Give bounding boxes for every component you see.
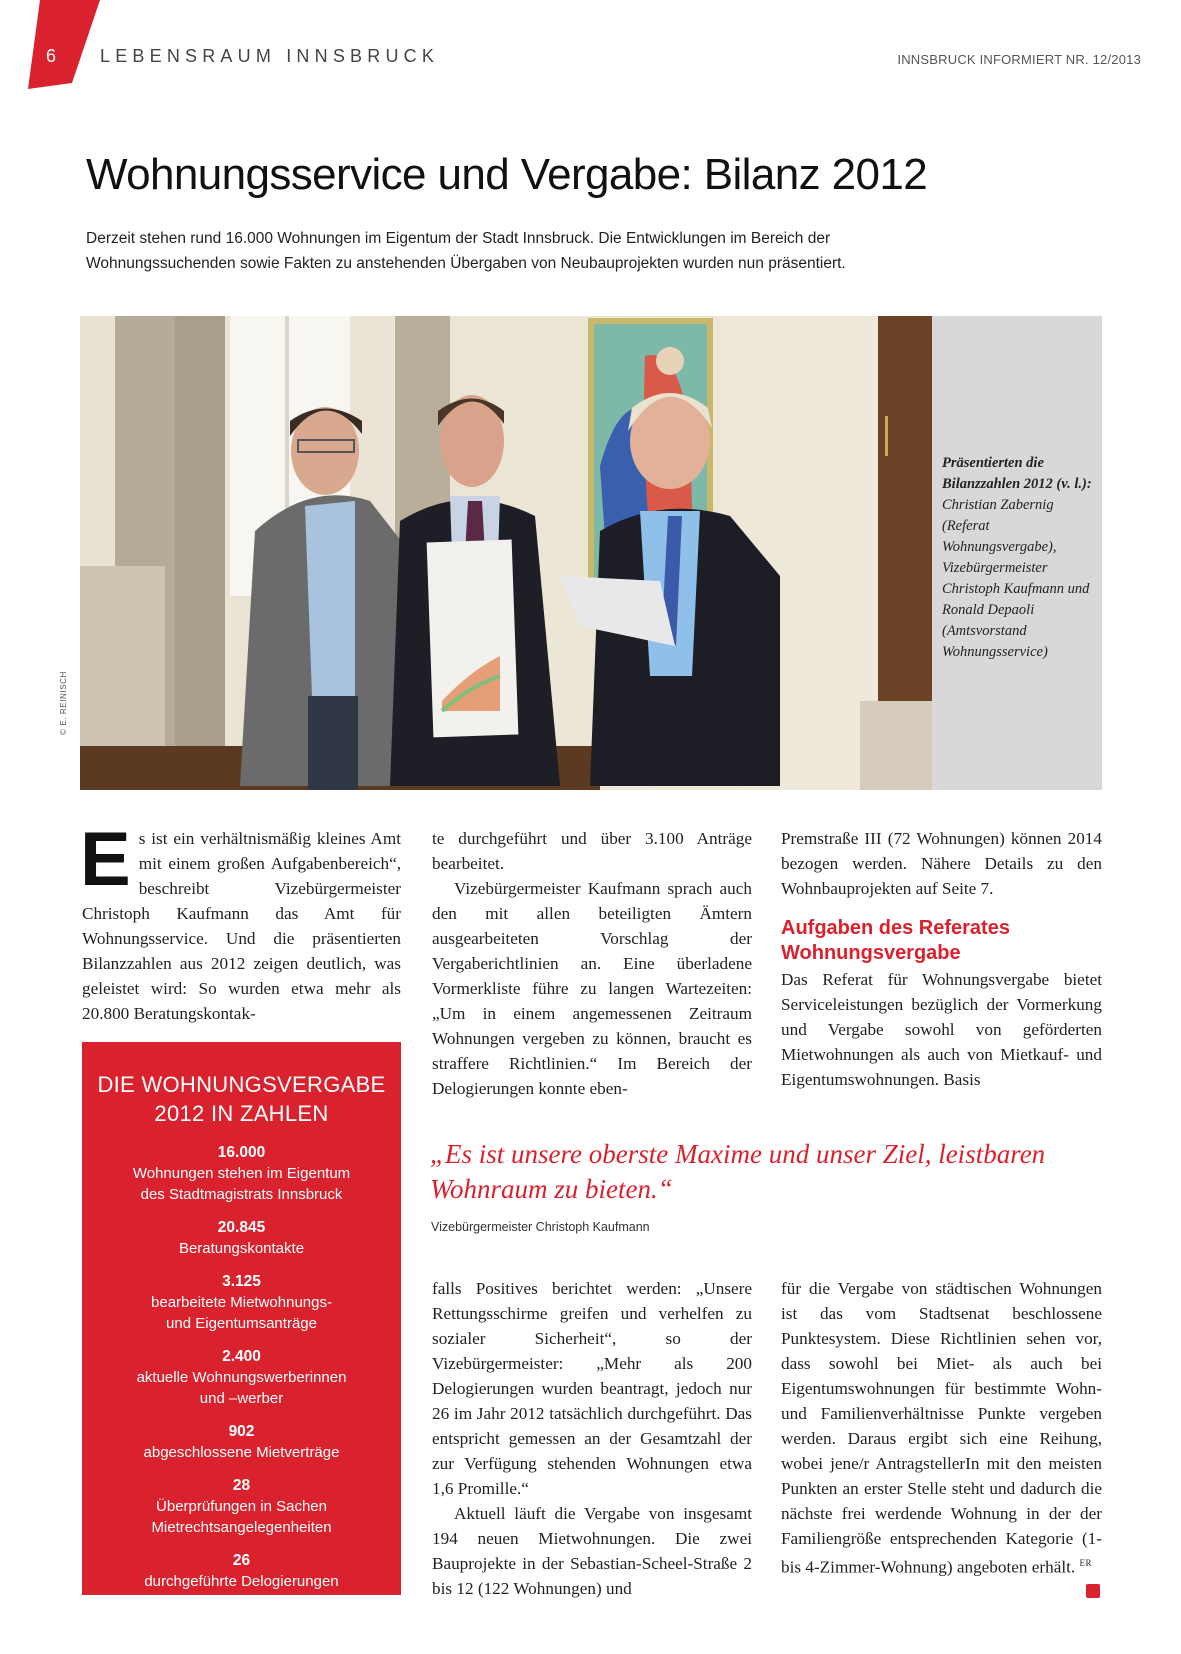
stat-label: und Eigentumsanträge: [166, 1315, 317, 1332]
stat-item: [82, 1142, 401, 1205]
body-paragraph: s ist ein verhältnismäßig kleines Amt mit einem großen Aufgabenbereich“, beschreibt Vizebürgermeister Christoph Kaufmann das Amt für Wohnungsservice. Und die präsentierten Bilanzzahlen aus 2012 zeigen deutlich, was geleistet wird: So wurden etwa mehr als 20.800 Beratungskontak-: [82, 829, 401, 1023]
stat-value: 26: [232, 1552, 251, 1569]
body-paragraph: [781, 1276, 1102, 1580]
stats-title: [82, 1070, 401, 1128]
body-column-3-continued: [781, 1276, 1102, 1580]
photo-caption-box: [932, 316, 1102, 790]
photo-credit: © E. REINISCH: [59, 671, 68, 735]
stats-title-line: 2012 IN ZAHLEN: [154, 1101, 329, 1126]
stat-value: 2.400: [222, 1348, 261, 1365]
body-paragraph: Das Referat für Wohnungsvergabe bietet Serviceleistungen bezüglich der Vormerkung und Vergabe sowohl von geförderten Mietwohnungen als auch von Mietkauf- und Eigentumswohnungen. Basis: [781, 970, 1102, 1089]
drop-cap: E: [80, 817, 131, 902]
body-paragraph: Vizebürgermeister Kaufmann sprach auch den mit allen beteiligten Ämtern ausgearbeiteten Vorschlag der Vergaberichtlinien an. Eine überladene Vormerkliste führe zu langen Wartezeiten: „Um in einem angemessenen Zeitraum Wohnungen vergeben zu können, braucht es straffere Richtlinien.“ Im Bereich der Delogierungen konnte eben-: [432, 879, 752, 1098]
body-column-1: [80, 817, 401, 1026]
stat-item: [82, 1475, 401, 1538]
stat-item: [82, 1271, 401, 1334]
stats-box: [82, 1042, 401, 1595]
stat-label: abgeschlossene Mietverträge: [143, 1444, 340, 1461]
caption-lead: Präsentierten die Bilanzzahlen 2012 (v. l.):: [942, 455, 1092, 492]
article-photo: [80, 316, 932, 790]
article-lead: Derzeit stehen rund 16.000 Wohnungen im Eigentum der Stadt Innsbruck. Die Entwicklungen im Bereich der Wohnungssuchenden sowie Fakten zu anstehenden Übergaben von Neubauprojekten wurden nun präsentiert.: [86, 230, 846, 272]
article-end-marker: [1086, 1584, 1100, 1598]
stat-label: Überprüfungen in Sachen: [156, 1498, 327, 1515]
body-column-3: [781, 826, 1102, 1092]
stat-label: und –werber: [199, 1390, 284, 1407]
stat-label: des Stadtmagistrats Innsbruck: [140, 1186, 343, 1203]
pull-quote: „Es ist unsere oberste Maxime und unser Ziel, leistbaren Wohnraum zu bieten.“: [430, 1139, 1046, 1204]
body-paragraph: te durchgeführt und über 3.100 Anträge bearbeitet.: [432, 829, 752, 873]
stat-label: aktuelle Wohnungswerberinnen: [136, 1369, 347, 1386]
caption-text: Christian Zabernig (Referat Wohnungsvergabe), Vizebürgermeister Christoph Kaufmann und Ronald Depaoli (Amtsvorstand Wohnungsservice): [942, 497, 1090, 660]
stat-item: [82, 1346, 401, 1409]
author-initials: ER: [1079, 1558, 1093, 1568]
section-subhead: Aufgaben des Referates Wohnungsvergabe: [781, 917, 1010, 964]
stat-label: Wohnungen stehen im Eigentum: [132, 1165, 351, 1182]
body-text: für die Vergabe von städtischen Wohnungen ist das vom Stadtsenat beschlossene Punktesystem. Diese Richtlinien sehen vor, dass sowohl bei Miet- als auch bei Eigentumswohnungen für bestimmte Wohn- und Familienverhältnisse Punkte vergeben werden. Daraus ergibt sich eine Reihung, wobei jene/r AntragstellerIn mit den meisten Punkten an erster Stelle steht und dadurch die nächste frei werdende Wohnung in der der Familiengröße entsprechenden Kategorie (1- bis 4-Zimmer-Wohnung) angeboten erhält.: [781, 1279, 1102, 1577]
body-paragraph: falls Positives berichtet werden: „Unsere Rettungsschirme greifen und verhelfen zu sozialer Sicherheit“, so der Vizebürgermeister: „Mehr als 200 Delogierungen wurden beantragt, jedoch nur 26 im Jahr 2012 tatsächlich durchgeführt. Das entspricht gemessen an der Gesamtzahl der zur Verfügung stehenden Wohnungen etwa 1,6 Promille.“: [432, 1279, 752, 1498]
stat-item: [82, 1421, 401, 1463]
pull-quote-attribution: Vizebürgermeister Christoph Kaufmann: [431, 1220, 650, 1234]
body-paragraph: Premstraße III (72 Wohnungen) können 2014 bezogen werden. Nähere Details zu den Wohnbauprojekten auf Seite 7.: [781, 829, 1102, 898]
stat-value: 3.125: [222, 1273, 261, 1290]
stat-value: 28: [232, 1477, 251, 1494]
stat-value: 16.000: [217, 1144, 266, 1161]
stat-label: Mietrechtsangelegenheiten: [151, 1519, 332, 1536]
stat-value: 20.845: [217, 1219, 266, 1236]
stat-item: [82, 1550, 401, 1592]
photo-caption: [942, 453, 1097, 663]
stat-value: 902: [228, 1423, 255, 1440]
section-title: LEBENSRAUM INNSBRUCK: [100, 46, 440, 66]
photo-illustration: [80, 316, 932, 790]
body-column-2: [432, 826, 752, 1101]
stats-title-line: DIE WOHNUNGSVERGABE: [97, 1072, 386, 1097]
issue-label: INNSBRUCK INFORMIERT NR. 12/2013: [897, 52, 1141, 67]
body-paragraph: Aktuell läuft die Vergabe von insgesamt 194 neuen Mietwohnungen. Die zwei Bauprojekte in der Sebastian-Scheel-Straße 2 bis 12 (122 Wohnungen) und: [432, 1504, 752, 1598]
stat-label: bearbeitete Mietwohnungs-: [151, 1294, 332, 1311]
page-number: 6: [46, 46, 57, 66]
stat-label: durchgeführte Delogierungen: [144, 1573, 339, 1590]
stat-label: Beratungskontakte: [178, 1240, 305, 1257]
body-column-2-continued: [432, 1276, 752, 1601]
stat-item: [82, 1217, 401, 1259]
article-headline: Wohnungsservice und Vergabe: Bilanz 2012: [86, 150, 928, 199]
